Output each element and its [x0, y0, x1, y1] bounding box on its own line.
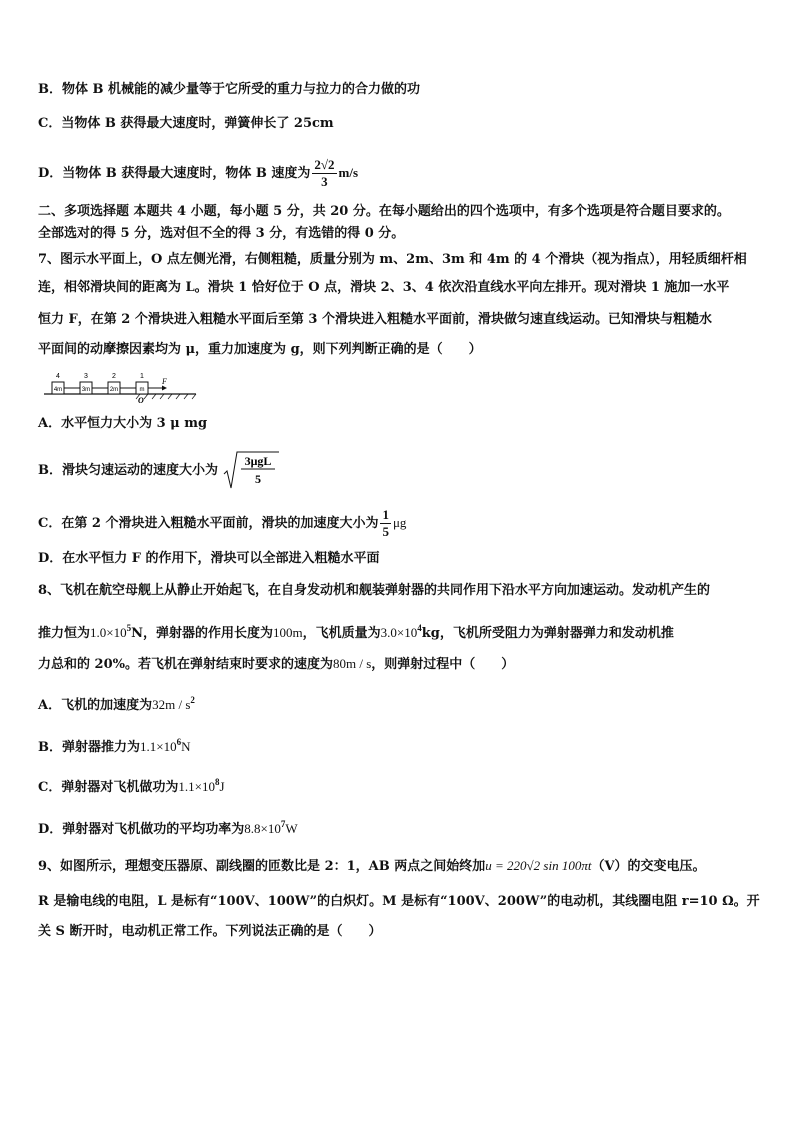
q8-stem-line2	[38, 618, 758, 644]
block-3-label: 3m	[81, 387, 91, 393]
q6-option-b: B．物体 B 机械能的减少量等于它所受的重力与拉力的合力做的功	[38, 82, 421, 97]
q8-option-d-text: D．弹射器对飞机做功的平均功率为	[38, 822, 245, 837]
force-label: F	[162, 377, 167, 386]
fraction-numerator: 2√2	[314, 157, 335, 172]
q8-option-b-exponent: 6	[176, 737, 182, 747]
q9-stem-line2: R 是输电线的电阻，L 是标有“100V、100W”的白炽灯。M 是标有“100V、200W”的电动机，其线圈电阻 r=10 Ω。开	[38, 894, 760, 909]
block-1-number: 1	[140, 373, 144, 380]
force-arrow-head	[162, 386, 167, 391]
block-2	[108, 373, 120, 394]
q8-speed-value: 80m / s	[332, 656, 372, 671]
q9-stem-line3: 关 S 断开时，电动机正常工作。下列说法正确的是（ ）	[38, 924, 382, 939]
q8-line2-text-a: 推力恒为	[38, 626, 91, 641]
block-4-number: 4	[56, 373, 60, 380]
block-1	[136, 373, 148, 394]
q8-option-c-unit: J	[219, 779, 225, 794]
q8-mass-value: 3.0×10	[380, 625, 418, 640]
q7-option-c-post: μg	[392, 515, 407, 530]
q8-stem-line3	[38, 654, 758, 675]
section2-header-line1: 二、多项选择题 本题共 4 小题，每小题 5 分，共 20 分。在每小题给出的四个选项中，有多个选项是符合题目要求的。	[38, 204, 730, 219]
q9-line1-text-a: 9、如图所示，理想变压器原、副线圈的匝数比是 2：1，AB 两点之间始终加	[38, 859, 486, 874]
block-1-label: m	[139, 387, 145, 393]
fraction-denominator: 3	[321, 174, 328, 189]
q8-mass-exponent: 4	[417, 623, 422, 633]
q8-option-c	[38, 772, 758, 798]
q7-option-c-fraction	[380, 507, 391, 540]
q8-line3-text-a: 力总和的 20%。若飞机在弹射结束时要求的速度为	[38, 657, 333, 672]
q7-figure-blocks-diagram	[40, 368, 200, 404]
q9-voltage-formula: u = 220√2 sin 100πt	[485, 858, 592, 873]
q8-line2-text-c: ，飞机质量为	[302, 626, 381, 641]
sqrt-sign	[223, 450, 279, 490]
q7-option-b	[38, 450, 758, 491]
q8-thrust-value: 1.0×10	[90, 625, 127, 640]
q7-option-b-sqrt	[223, 450, 279, 491]
q8-option-c-exponent: 8	[214, 777, 220, 787]
q7-option-a: A．水平恒力大小为 3 μ mg	[38, 416, 208, 431]
q8-option-d-unit: W	[285, 821, 298, 836]
q8-option-d-exponent: 7	[280, 819, 286, 829]
block-2-number: 2	[112, 373, 116, 380]
q6-option-d-fraction	[312, 157, 336, 190]
q8-option-a	[38, 690, 758, 716]
q8-option-c-text: C．弹射器对飞机做功为	[38, 780, 179, 795]
q6-option-c: C．当物体 B 获得最大速度时，弹簧伸长了 25cm	[38, 116, 334, 131]
sqrt-numerator: 3μgL	[244, 454, 271, 468]
q8-option-b	[38, 732, 758, 758]
q7-stem-line4: 平面间的动摩擦因素均为 μ，重力加速度为 g，则下列判断正确的是（ ）	[38, 342, 482, 357]
q8-option-d	[38, 814, 758, 840]
block-4-label: 4m	[53, 387, 63, 393]
q8-line2-text-d: kg，飞机所受阻力为弹射器弹力和发动机推	[421, 626, 674, 641]
sqrt-denominator: 5	[254, 472, 261, 486]
block-3-number: 3	[84, 373, 88, 380]
fraction-numerator: 1	[382, 507, 389, 522]
fraction-denominator: 5	[382, 524, 389, 539]
q7-stem-line2: 连，相邻滑块间的距离为 L。滑块 1 恰好位于 O 点，滑块 2、3、4 依次沿直线水平向左排开。现对滑块 1 施加一水平	[38, 280, 730, 295]
q7-option-d: D．在水平恒力 F 的作用下，滑块可以全部进入粗糙水平面	[38, 551, 380, 566]
q8-option-b-value: 1.1×10	[140, 739, 177, 754]
block-3	[80, 373, 92, 394]
q6-option-d-text: D．当物体 B 获得最大速度时，物体 B 速度为	[38, 166, 311, 181]
q7-stem-line1: 7、图示水平面上，O 点左侧光滑，右侧粗糙，质量分别为 m、2m、3m 和 4m 的 4 个滑块（视为指点），用轻质细杆相	[38, 252, 747, 267]
origin-label: O	[138, 396, 144, 404]
q7-option-c	[38, 505, 758, 542]
block-2-label: 2m	[109, 387, 119, 393]
q8-option-a-value: 32m / s	[152, 697, 191, 712]
q8-thrust-exponent: 5	[126, 623, 132, 633]
q8-length-value: 100m	[273, 625, 303, 640]
q8-stem-line1: 8、飞机在航空母舰上从静止开始起飞，在自身发动机和舰装弹射器的共同作用下沿水平方向加速运动。发动机产生的	[38, 583, 711, 598]
q8-option-a-text: A．飞机的加速度为	[38, 698, 153, 713]
q8-line3-text-b: ，则弹射过程中（ ）	[371, 657, 515, 672]
q6-option-d-unit: m/s	[338, 165, 358, 180]
ground-hatching	[136, 394, 196, 399]
q9-line1-text-b: （V）的交变电压。	[591, 859, 706, 874]
q6-option-d	[38, 156, 758, 191]
q8-line2-text-b: N，弹射器的作用长度为	[131, 626, 273, 641]
section2-header-line2: 全部选对的得 5 分，选对但不全的得 3 分，有选错的得 0 分。	[38, 226, 405, 241]
q8-option-b-unit: N	[181, 739, 191, 754]
q7-option-c-text: C．在第 2 个滑块进入粗糙水平面前，滑块的加速度大小为	[38, 516, 379, 531]
q7-option-b-text: B．滑块匀速运动的速度大小为	[38, 462, 218, 478]
block-4	[52, 373, 64, 394]
q8-option-a-exponent: 2	[190, 695, 195, 705]
q8-option-b-text: B．弹射器推力为	[38, 740, 140, 755]
q8-option-d-value: 8.8×10	[244, 821, 281, 836]
q7-stem-line3: 恒力 F，在第 2 个滑块进入粗糙水平面后至第 3 个滑块进入粗糙水平面前，滑块做匀速直线运动。已知滑块与粗糙水	[38, 312, 712, 327]
q8-option-c-value: 1.1×10	[178, 779, 215, 794]
q9-stem-line1	[38, 856, 758, 877]
